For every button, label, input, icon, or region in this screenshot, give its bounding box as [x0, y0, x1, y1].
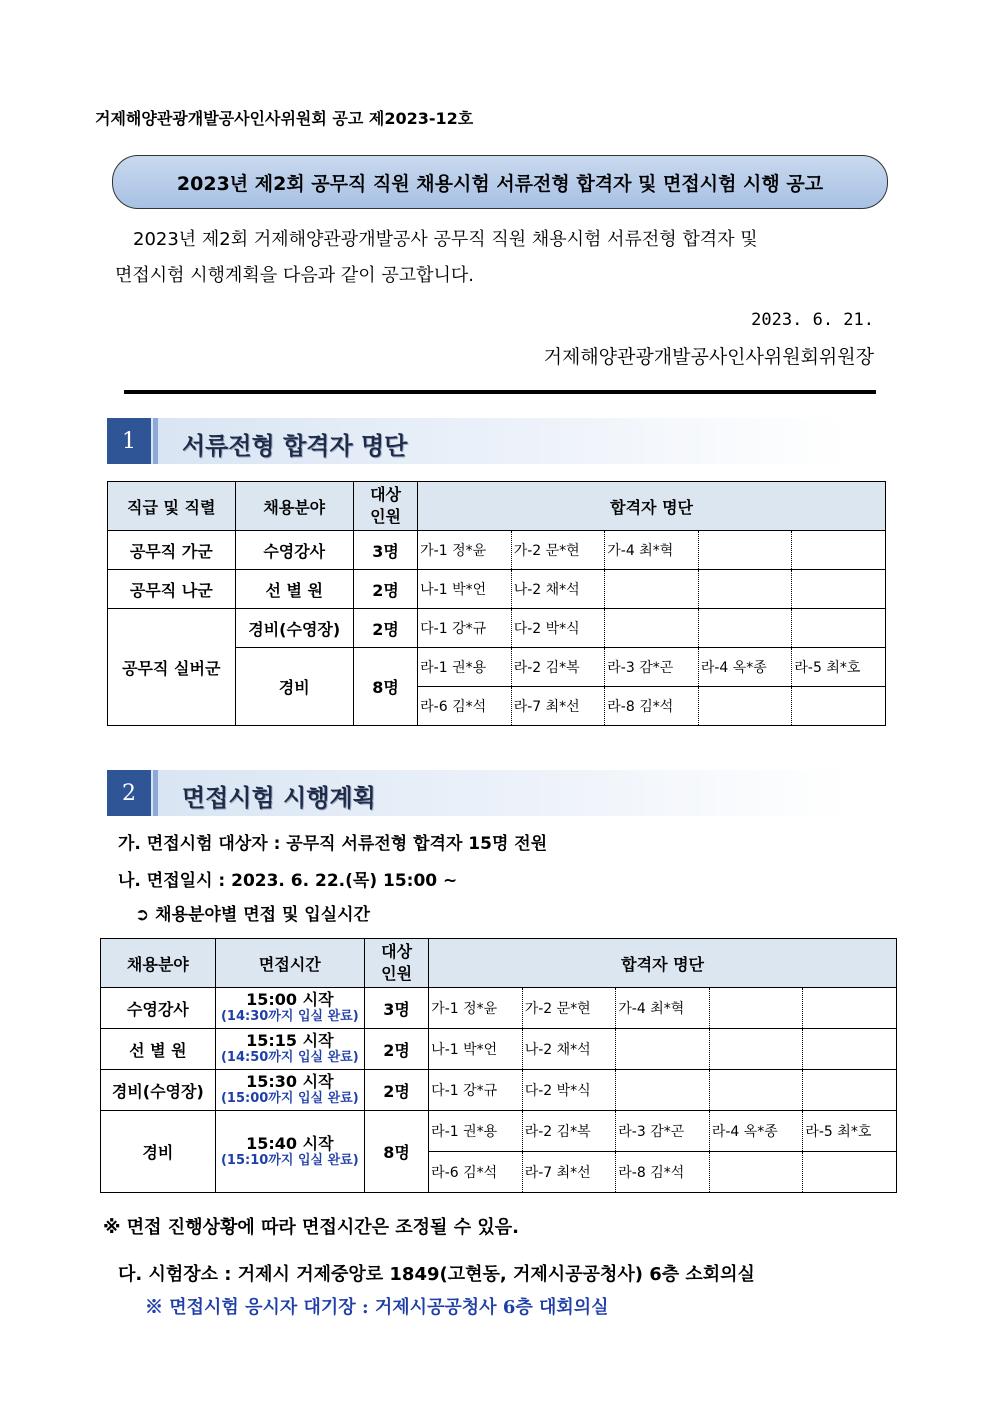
- schedule-note: ※ 면접 진행상황에 따라 면접시간은 조정될 수 있음.: [103, 1217, 519, 1238]
- count-cell: 8명: [353, 648, 417, 726]
- count-cell: 2명: [353, 609, 417, 648]
- header-time: 면접시간: [215, 939, 364, 988]
- name-cell: [709, 1070, 803, 1111]
- header-grade: 직급 및 직렬: [108, 482, 236, 531]
- name-cell: 라-7 최*선: [522, 1152, 616, 1193]
- start-time: 15:30 시작: [246, 1072, 334, 1091]
- count-cell: 3명: [353, 531, 417, 570]
- section-2-heading: [107, 770, 847, 816]
- name-cell: [803, 1029, 897, 1070]
- pass-list-table: [107, 481, 886, 726]
- count-cell: 2명: [364, 1029, 428, 1070]
- name-cell: 라-1 권*용: [418, 648, 512, 687]
- name-cell: 나-1 박*언: [418, 570, 512, 609]
- table-row: [108, 609, 886, 648]
- divider: [124, 390, 876, 394]
- name-cell: 라-1 권*용: [429, 1111, 523, 1152]
- entry-time: (15:00까지 입실 완료): [220, 1091, 359, 1106]
- header-names: 합격자 명단: [429, 939, 897, 988]
- name-cell: 라-8 김*석: [605, 687, 699, 726]
- section-bar: [153, 418, 158, 464]
- header-count: 대상 인원: [353, 482, 417, 531]
- name-cell: [605, 609, 699, 648]
- entry-time: (14:50까지 입실 완료): [220, 1050, 359, 1065]
- name-cell: 라-8 김*석: [616, 1152, 710, 1193]
- grade-cell: 공무직 나군: [108, 570, 236, 609]
- table-header-row: [101, 939, 897, 988]
- name-cell: 나-2 채*석: [511, 570, 605, 609]
- name-cell: 다-2 박*식: [522, 1070, 616, 1111]
- signer: 거제해양관광개발공사인사위원회위원장: [543, 346, 874, 368]
- name-cell: 가-1 정*윤: [429, 988, 523, 1029]
- field-cell: 경비(수영장): [235, 609, 353, 648]
- section-2-number: 2: [107, 770, 151, 816]
- name-cell: [709, 1152, 803, 1193]
- interview-target: 가. 면접시험 대상자 : 공무직 서류전형 합격자 15명 전원: [118, 834, 548, 854]
- entry-time: (15:10까지 입실 완료): [220, 1152, 359, 1168]
- name-cell: [698, 570, 792, 609]
- count-cell: 8명: [364, 1111, 428, 1193]
- field-cell: 선 별 원: [235, 570, 353, 609]
- name-cell: [792, 570, 886, 609]
- table-row: [101, 1029, 897, 1070]
- name-cell: [698, 687, 792, 726]
- intro-paragraph: [115, 222, 875, 294]
- name-cell: 나-1 박*언: [429, 1029, 523, 1070]
- header-field: 채용분야: [101, 939, 216, 988]
- name-cell: [803, 988, 897, 1029]
- time-cell: [215, 1111, 364, 1193]
- intro-line-2: 면접시험 시행계획을 다음과 같이 공고합니다.: [115, 265, 474, 286]
- waiting-room: ※ 면접시험 응시자 대기장 : 거제시공공청사 6층 대회의실: [145, 1297, 609, 1318]
- table-row: [101, 988, 897, 1029]
- field-cell: 수영강사: [235, 531, 353, 570]
- section-bar: [153, 770, 158, 816]
- name-cell: [792, 687, 886, 726]
- name-cell: 가-2 문*현: [511, 531, 605, 570]
- name-cell: 다-1 강*규: [418, 609, 512, 648]
- name-cell: 라-4 옥*종: [698, 648, 792, 687]
- section-1-heading: [107, 418, 847, 464]
- exam-place: 다. 시험장소 : 거제시 거제중앙로 1849(고현동, 거제시공공청사) 6층 소회의실: [118, 1264, 755, 1285]
- name-cell: 가-1 정*윤: [418, 531, 512, 570]
- intro-line-1: 2023년 제2회 거제해양관광개발공사 공무직 직원 채용시험 서류전형 합격자 및: [133, 229, 758, 250]
- name-cell: 라-3 감*곤: [605, 648, 699, 687]
- name-cell: [698, 531, 792, 570]
- count-cell: 2명: [364, 1070, 428, 1111]
- header-count: 대상 인원: [364, 939, 428, 988]
- name-cell: [803, 1152, 897, 1193]
- start-time: 15:15 시작: [246, 1031, 334, 1050]
- table-row: [108, 531, 886, 570]
- name-cell: [698, 609, 792, 648]
- field-cell: 경비(수영장): [101, 1070, 216, 1111]
- name-cell: 가-4 최*혁: [616, 988, 710, 1029]
- name-cell: 라-3 감*곤: [616, 1111, 710, 1152]
- name-cell: [709, 988, 803, 1029]
- name-cell: 다-2 박*식: [511, 609, 605, 648]
- interview-schedule-label: ➲ 채용분야별 면접 및 입실시간: [135, 905, 370, 925]
- announcement-date: 2023. 6. 21.: [751, 310, 874, 330]
- table-row: [101, 1111, 897, 1152]
- header-names: 합격자 명단: [418, 482, 886, 531]
- field-cell: 수영강사: [101, 988, 216, 1029]
- time-cell: [215, 988, 364, 1029]
- announcement-title: [112, 155, 888, 209]
- name-cell: 라-2 김*복: [511, 648, 605, 687]
- table-row: [108, 570, 886, 609]
- grade-cell: 공무직 가군: [108, 531, 236, 570]
- start-time: 15:40 시작: [246, 1133, 334, 1153]
- interview-schedule-table: [100, 938, 897, 1193]
- table-header-row: [108, 482, 886, 531]
- name-cell: 다-1 강*규: [429, 1070, 523, 1111]
- table-row: [101, 1070, 897, 1111]
- time-cell: [215, 1029, 364, 1070]
- name-cell: 라-4 옥*종: [709, 1111, 803, 1152]
- name-cell: 라-6 김*석: [429, 1152, 523, 1193]
- name-cell: [792, 609, 886, 648]
- name-cell: 나-2 채*석: [522, 1029, 616, 1070]
- name-cell: 라-6 김*석: [418, 687, 512, 726]
- name-cell: [803, 1070, 897, 1111]
- section-1-title: 서류전형 합격자 명단: [182, 432, 408, 460]
- name-cell: [709, 1029, 803, 1070]
- section-2-title: 면접시험 시행계획: [182, 784, 376, 812]
- entry-time: (14:30까지 입실 완료): [220, 1009, 359, 1024]
- name-cell: [616, 1029, 710, 1070]
- grade-cell: 공무직 실버군: [108, 609, 236, 726]
- name-cell: 라-7 최*선: [511, 687, 605, 726]
- field-cell: 선 별 원: [101, 1029, 216, 1070]
- name-cell: 라-5 최*호: [803, 1111, 897, 1152]
- name-cell: [616, 1070, 710, 1111]
- notice-number: 거제해양관광개발공사인사위원회 공고 제2023-12호: [95, 109, 474, 128]
- field-cell: 경비: [235, 648, 353, 726]
- time-cell: [215, 1070, 364, 1111]
- name-cell: 가-4 최*혁: [605, 531, 699, 570]
- field-cell: 경비: [101, 1111, 216, 1193]
- count-cell: 3명: [364, 988, 428, 1029]
- header-field: 채용분야: [235, 482, 353, 531]
- interview-datetime: 나. 면접일시 : 2023. 6. 22.(목) 15:00 ~: [118, 871, 458, 891]
- start-time: 15:00 시작: [246, 990, 334, 1009]
- count-cell: 2명: [353, 570, 417, 609]
- name-cell: [792, 531, 886, 570]
- name-cell: [605, 570, 699, 609]
- announcement-title-text: 2023년 제2회 공무직 직원 채용시험 서류전형 합격자 및 면접시험 시행 공고: [176, 172, 824, 195]
- name-cell: 라-2 김*복: [522, 1111, 616, 1152]
- name-cell: 라-5 최*호: [792, 648, 886, 687]
- name-cell: 가-2 문*현: [522, 988, 616, 1029]
- section-1-number: 1: [107, 418, 151, 464]
